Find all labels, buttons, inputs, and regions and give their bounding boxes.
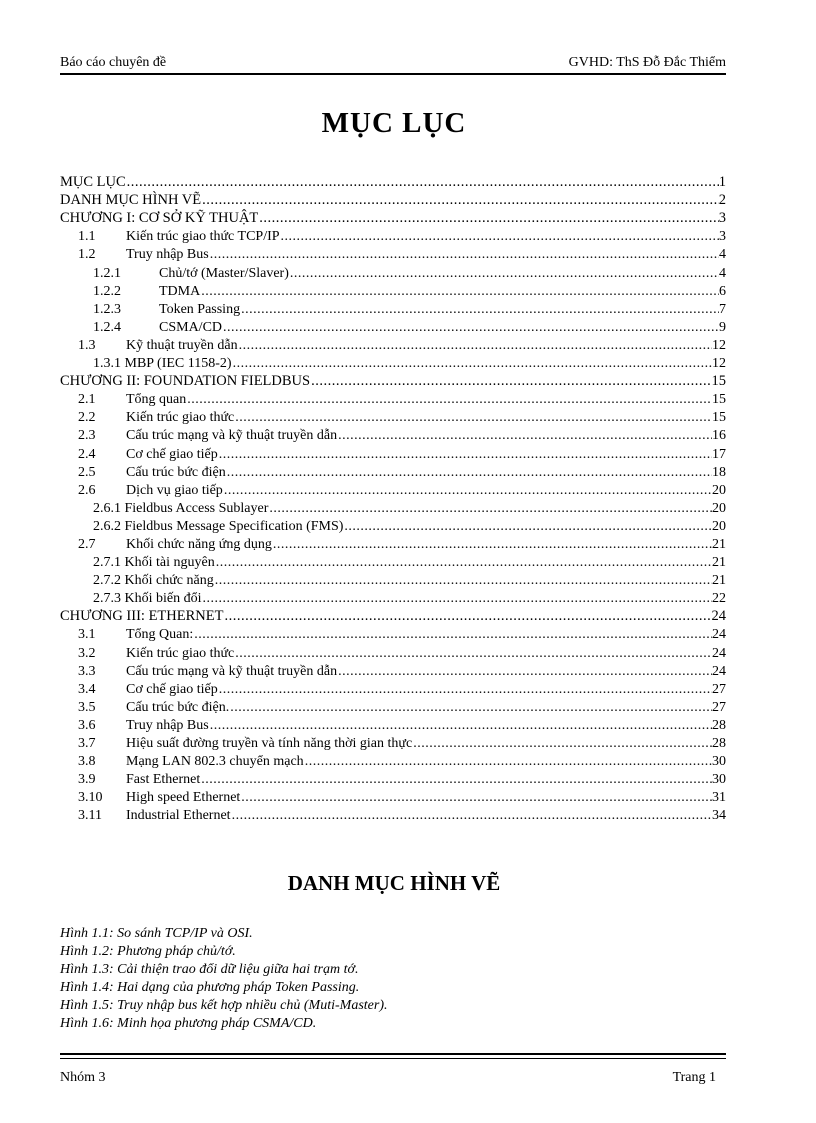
toc-entry-number: 2.2 (78, 410, 96, 426)
figures-title: DANH MỤC HÌNH VẼ (287, 871, 501, 895)
header-advisor: GVHD: ThS Đỗ Đắc Thiểm (568, 55, 726, 70)
toc-entry-number: 3.1 (78, 627, 96, 643)
toc-entry-number: 2.7 (78, 536, 96, 552)
toc-entry-label: Truy nhập Bus (126, 717, 209, 733)
toc-entry[interactable] (60, 625, 726, 643)
toc-entry-page: 4 (719, 265, 726, 281)
toc-entry-label: CHƯƠNG II: FOUNDATION FIELDBUS (60, 373, 311, 390)
toc-entry[interactable] (60, 752, 726, 770)
toc-entry-label: Cấu trúc bức điện. (126, 699, 230, 715)
toc-entry-number: 3.8 (78, 754, 96, 770)
toc-dot-leader (231, 807, 712, 824)
toc-entry-label: Cơ chế giao tiếp (126, 446, 218, 462)
toc-entry-label: CHƯƠNG III: ETHERNET (60, 608, 224, 625)
toc-entry[interactable] (60, 354, 726, 372)
footer-page-number: Trang 1 (672, 1070, 716, 1085)
toc-dot-leader (238, 337, 712, 354)
toc-entry-number: 3.11 (78, 808, 102, 824)
toc-entry-number: 2.5 (78, 464, 96, 480)
toc-dot-leader (193, 626, 712, 643)
toc-entry-page: 15 (712, 410, 726, 426)
toc-dot-leader (268, 500, 712, 517)
toc-entry-number: 1.1 (78, 229, 96, 245)
toc-entry-label: Cấu trúc bức điện (126, 464, 226, 480)
toc-dot-leader (200, 283, 719, 300)
toc-entry-label: Cơ chế giao tiếp (126, 681, 218, 697)
toc-entry[interactable] (60, 607, 726, 625)
figure-list-item[interactable]: Hình 1.2: Phương pháp chủ/tớ. (60, 944, 236, 960)
toc-dot-leader (234, 645, 712, 662)
toc-dot-leader (223, 608, 711, 625)
toc-entry-page: 1 (718, 174, 726, 191)
toc-dot-leader (240, 301, 719, 318)
toc-entry[interactable] (60, 336, 726, 354)
toc-dot-leader (200, 771, 712, 788)
figure-list (60, 925, 726, 1034)
toc-entry[interactable] (60, 499, 726, 517)
toc-entry[interactable] (60, 481, 726, 499)
toc-dot-leader (258, 210, 718, 227)
toc-entry-label: DANH MỤC HÌNH VẼ (60, 192, 202, 209)
toc-entry-page: 12 (712, 356, 726, 372)
toc-entry-page: 20 (712, 500, 726, 516)
toc-entry-number: 1.3 (78, 337, 96, 353)
toc-entry-page: 21 (712, 555, 726, 571)
toc-dot-leader (272, 536, 712, 553)
toc-entry-label: CHƯƠNG I: CƠ SỞ KỸ THUẬT (60, 210, 259, 227)
toc-dot-leader (226, 464, 712, 481)
toc-entry-label: Chủ/tớ (Master/Slaver) (159, 265, 289, 281)
toc-entry-page: 2 (718, 192, 726, 209)
toc-entry[interactable] (60, 535, 726, 553)
toc-entry-page: 3 (719, 229, 726, 245)
toc-entry-label: Kỹ thuật truyền dẫn (126, 337, 238, 353)
toc-entry[interactable] (60, 444, 726, 462)
toc-entry-page: 16 (712, 428, 726, 444)
toc-entry[interactable] (60, 390, 726, 408)
toc-dot-leader (289, 265, 719, 282)
toc-dot-leader (240, 789, 712, 806)
toc-entry-label: 2.7.1 Khối tài nguyên (93, 555, 215, 571)
toc-entry-number: 3.5 (78, 699, 96, 715)
figure-list-item[interactable]: Hình 1.5: Truy nhập bus kết hợp nhiều chủ (Muti-Master). (60, 998, 388, 1014)
toc-entry-page: 21 (712, 536, 726, 552)
toc-entry-label: Kiến trúc giao thức TCP/IP (126, 229, 280, 245)
toc-entry-label: 2.6.2 Fieldbus Message Specification (FMS) (93, 518, 344, 534)
toc-entry-number: 3.7 (78, 736, 96, 751)
toc-entry[interactable] (60, 408, 726, 426)
toc-dot-leader (304, 753, 712, 770)
toc-entry[interactable] (60, 662, 726, 680)
toc-entry[interactable] (60, 517, 726, 535)
toc-entry-page: 31 (712, 790, 726, 806)
toc-entry-number: 3.4 (78, 681, 96, 697)
toc-entry[interactable] (60, 191, 726, 209)
toc-entry[interactable] (60, 698, 726, 716)
toc-entry-number: 1.2 (78, 247, 96, 263)
toc-dot-leader (412, 735, 712, 752)
toc-entry[interactable] (60, 426, 726, 444)
toc-entry[interactable] (60, 318, 726, 336)
toc-entry-number: 1.2.4 (93, 319, 121, 335)
toc-entry[interactable] (60, 245, 726, 263)
figure-list-item[interactable]: Hình 1.1: So sánh TCP/IP và OSI. (60, 926, 253, 941)
toc-entry-page: 28 (712, 717, 726, 733)
figure-list-item[interactable]: Hình 1.3: Cải thiện trao đổi dữ liệu giữa hai trạm tớ. (60, 962, 359, 978)
toc-entry-number: 3.6 (78, 717, 96, 733)
toc-dot-leader (337, 663, 712, 680)
toc-dot-leader (310, 373, 711, 390)
toc-entry[interactable] (60, 770, 726, 788)
page-footer (60, 1069, 726, 1089)
toc-entry-label: Kiến trúc giao thức (126, 645, 235, 661)
toc-entry[interactable] (60, 680, 726, 698)
toc-entry-number: 3.10 (78, 790, 103, 806)
toc-dot-leader (215, 554, 712, 571)
toc-dot-leader (222, 319, 719, 336)
toc-entry-number: 2.3 (78, 428, 96, 444)
toc-entry-label: High speed Ethernet (126, 790, 241, 806)
toc-dot-leader (201, 192, 719, 209)
toc-entry-number: 3.3 (78, 663, 96, 679)
toc-dot-leader (209, 717, 712, 734)
footer-divider (60, 1053, 726, 1055)
toc-entry-page: 24 (712, 627, 726, 643)
toc-entry-label: Dịch vụ giao tiếp (126, 482, 223, 498)
toc-entry[interactable] (60, 734, 726, 752)
toc-entry-number: 2.6 (78, 482, 96, 498)
toc-entry[interactable] (60, 173, 726, 191)
toc-entry-label: Tổng Quan: (126, 627, 194, 643)
toc-entry[interactable] (60, 372, 726, 390)
toc-entry[interactable] (60, 263, 726, 281)
toc-entry-number: 1.2.2 (93, 283, 121, 299)
toc-dot-leader (232, 355, 712, 372)
header-divider (60, 73, 726, 75)
toc-entry[interactable] (60, 227, 726, 245)
toc-entry-page: 12 (712, 337, 726, 353)
toc-entry-page: 4 (719, 247, 726, 263)
toc-entry[interactable] (60, 589, 726, 607)
page-header (60, 54, 726, 74)
toc-entry-page: 17 (712, 446, 726, 462)
toc-entry-label: Hiệu suất đường truyền và tính năng thời gian thực (126, 736, 413, 751)
figure-list-item[interactable]: Hình 1.4: Hai dạng của phương pháp Token Passing. (60, 980, 360, 996)
toc-entry-page: 28 (712, 736, 726, 751)
toc-entry-page: 27 (712, 681, 726, 697)
toc-entry-page: 15 (711, 373, 726, 390)
toc-entry-page: 3 (718, 210, 726, 227)
toc-entry-number: 3.2 (78, 645, 96, 661)
toc-entry-label: TDMA (159, 283, 201, 299)
footer-group: Nhóm 3 (60, 1070, 106, 1085)
toc-entry-page: 34 (712, 808, 726, 824)
toc-entry-page: 24 (712, 663, 726, 679)
toc-entry-label: CSMA/CD (159, 319, 223, 335)
toc-dot-leader (218, 446, 712, 463)
toc-entry[interactable] (60, 716, 726, 734)
toc-entry[interactable] (60, 300, 726, 318)
toc-entry-page: 24 (712, 645, 726, 661)
toc-entry-page: 21 (712, 573, 726, 589)
toc-dot-leader (214, 572, 712, 589)
toc-dot-leader (126, 174, 719, 191)
toc-entry-number: 1.2.3 (93, 301, 121, 317)
toc-entry-label: Cấu trúc mạng và kỹ thuật truyền dẫn (126, 428, 338, 444)
toc-entry-number: 1.2.1 (93, 265, 121, 281)
toc-entry[interactable] (60, 553, 726, 571)
toc-entry-label: Tổng quan (126, 392, 187, 408)
toc-entry-label: Industrial Ethernet (126, 808, 231, 824)
toc-entry-label: 2.6.1 Fieldbus Access Sublayer (93, 500, 269, 516)
toc-entry[interactable] (60, 806, 726, 824)
toc-entry-label: MỤC LỤC (60, 174, 126, 191)
toc-entry[interactable] (60, 788, 726, 806)
toc-entry-page: 30 (712, 754, 726, 770)
toc-entry[interactable] (60, 209, 726, 227)
footer-divider-thin (60, 1058, 726, 1059)
toc-entry[interactable] (60, 571, 726, 589)
toc-entry-label: 2.7.2 Khối chức năng (93, 573, 214, 589)
toc-entry-page: 18 (712, 464, 726, 480)
toc-title: MỤC LỤC (321, 107, 467, 139)
toc-entry-label: Khối chức năng ứng dụng (126, 536, 272, 552)
toc-dot-leader (209, 246, 719, 263)
toc-entry-page: 20 (712, 482, 726, 498)
toc-entry-label: Token Passing (159, 301, 241, 317)
toc-entry-label: Fast Ethernet (126, 772, 201, 788)
toc-entry-page: 24 (711, 608, 726, 625)
toc-dot-leader (202, 590, 713, 607)
toc-dot-leader (280, 228, 719, 245)
toc-entry-page: 27 (712, 699, 726, 715)
toc-entry-number: 3.9 (78, 772, 96, 788)
toc-entry-page: 9 (719, 319, 726, 335)
toc-dot-leader (223, 482, 712, 499)
table-of-contents (60, 173, 726, 824)
toc-entry[interactable] (60, 282, 726, 300)
toc-entry-label: Cấu trúc mạng và kỹ thuật truyền dẫn (126, 663, 338, 679)
toc-dot-leader (343, 518, 712, 535)
toc-dot-leader (218, 681, 712, 698)
toc-entry-page: 20 (712, 518, 726, 534)
toc-entry-page: 22 (712, 591, 726, 607)
figure-list-item[interactable]: Hình 1.6: Minh họa phương pháp CSMA/CD. (60, 1016, 317, 1032)
toc-dot-leader (337, 427, 712, 444)
toc-entry-label: Kiến trúc giao thức (126, 410, 235, 426)
toc-entry-page: 30 (712, 772, 726, 788)
toc-entry[interactable] (60, 643, 726, 661)
toc-entry-page: 15 (712, 392, 726, 408)
header-report-title: Báo cáo chuyên đề (60, 55, 167, 70)
toc-entry-page: 7 (719, 301, 726, 317)
toc-entry-page: 6 (719, 283, 726, 299)
toc-dot-leader (234, 409, 712, 426)
toc-entry-number: 2.4 (78, 446, 96, 462)
toc-entry-label: Mạng LAN 802.3 chuyển mạch (126, 754, 304, 770)
toc-entry[interactable] (60, 463, 726, 481)
toc-entry-label: 1.3.1 MBP (IEC 1158-2) (93, 356, 232, 372)
toc-dot-leader (186, 391, 712, 408)
toc-entry-label: 2.7.3 Khối biến đổi (93, 591, 202, 607)
toc-dot-leader (229, 699, 712, 716)
toc-entry-label: Truy nhập Bus (126, 247, 209, 263)
toc-entry-number: 2.1 (78, 392, 96, 408)
